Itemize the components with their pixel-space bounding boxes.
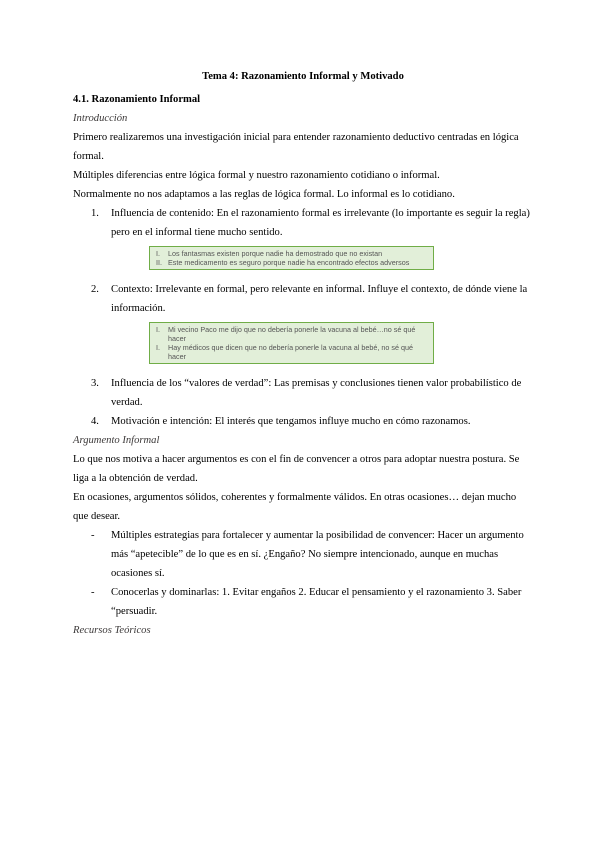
section-heading: 4.1. Razonamiento Informal <box>73 94 201 105</box>
list-item-text: Motivación e intención: El interés que tengamos influye mucho en cómo razonamos. <box>111 416 471 427</box>
example-box <box>149 322 434 364</box>
list-number: 3. <box>91 378 99 389</box>
argument-paragraph: En ocasiones, argumentos sólidos, coherentes y formalmente válidos. En otras ocasiones… dejan mucho que desear. <box>73 492 517 522</box>
intro-heading: Introducción <box>73 113 128 124</box>
document-content <box>73 67 533 640</box>
dash-list-item <box>73 583 533 621</box>
dash-item-text: Múltiples estrategias para fortalecer y aumentar la posibilidad de convencer: Hacer un argumento más “apetecible” de lo que es en sí. ¿Engaño? No siempre intencionado, aunque en muchas ocasiones sí. <box>111 530 524 579</box>
list-item-text: Contexto: Irrelevante en formal, pero relevante en informal. Influye el contexto, de dónde viene la información. <box>111 284 528 314</box>
dash-list-item <box>73 526 533 583</box>
list-item <box>73 412 533 431</box>
example-text: Mi vecino Paco me dijo que no debería ponerle la vacuna al bebé…no sé qué hacer <box>168 325 416 343</box>
example-item <box>154 325 429 343</box>
list-number: 1. <box>91 208 99 219</box>
intro-paragraph: Múltiples diferencias entre lógica formal y nuestro razonamiento cotidiano o informal. <box>73 170 440 181</box>
example-marker: II. <box>156 258 162 267</box>
list-item <box>73 280 533 364</box>
example-item <box>154 258 429 267</box>
numbered-list <box>73 204 533 431</box>
example-box <box>149 246 434 270</box>
example-marker: I. <box>156 325 160 334</box>
example-text: Los fantasmas existen porque nadie ha demostrado que no existan <box>168 249 383 258</box>
example-marker: I. <box>156 343 160 352</box>
resources-heading: Recursos Teóricos <box>73 625 151 636</box>
argument-heading: Argumento Informal <box>73 435 160 446</box>
dash-item-text: Conocerlas y dominarlas: 1. Evitar engaños 2. Educar el pensamiento y el razonamiento 3. Saber “persuadir. <box>111 587 522 617</box>
example-text: Hay médicos que dicen que no debería ponerle la vacuna al bebé, no sé qué hacer <box>168 343 413 361</box>
list-number: 4. <box>91 416 99 427</box>
list-number: 2. <box>91 284 99 295</box>
example-marker: I. <box>156 249 160 258</box>
list-item <box>73 204 533 270</box>
intro-paragraph: Normalmente no nos adaptamos a las reglas de lógica formal. Lo informal es lo cotidiano. <box>73 189 455 200</box>
document-title: Tema 4: Razonamiento Informal y Motivado <box>202 71 404 82</box>
dash-marker: - <box>91 587 95 598</box>
example-item <box>154 249 429 258</box>
argument-paragraph: Lo que nos motiva a hacer argumentos es con el fin de convencer a otros para adoptar nuestra postura. Se liga a la obtención de verdad. <box>73 454 520 484</box>
list-item <box>73 374 533 412</box>
dash-list <box>73 526 533 621</box>
example-text: Este medicamento es seguro porque nadie ha encontrado efectos adversos <box>168 258 410 267</box>
intro-paragraph: Primero realizaremos una investigación inicial para entender razonamiento deductivo centradas en lógica formal. <box>73 132 519 162</box>
list-item-text: Influencia de contenido: En el razonamiento formal es irrelevante (lo importante es seguir la regla) pero en el informal tiene mucho sentido. <box>111 208 530 238</box>
list-item-text: Influencia de los “valores de verdad”: Las premisas y conclusiones tienen valor probabilístico de verdad. <box>111 378 522 408</box>
example-item <box>154 343 429 361</box>
dash-marker: - <box>91 530 95 541</box>
